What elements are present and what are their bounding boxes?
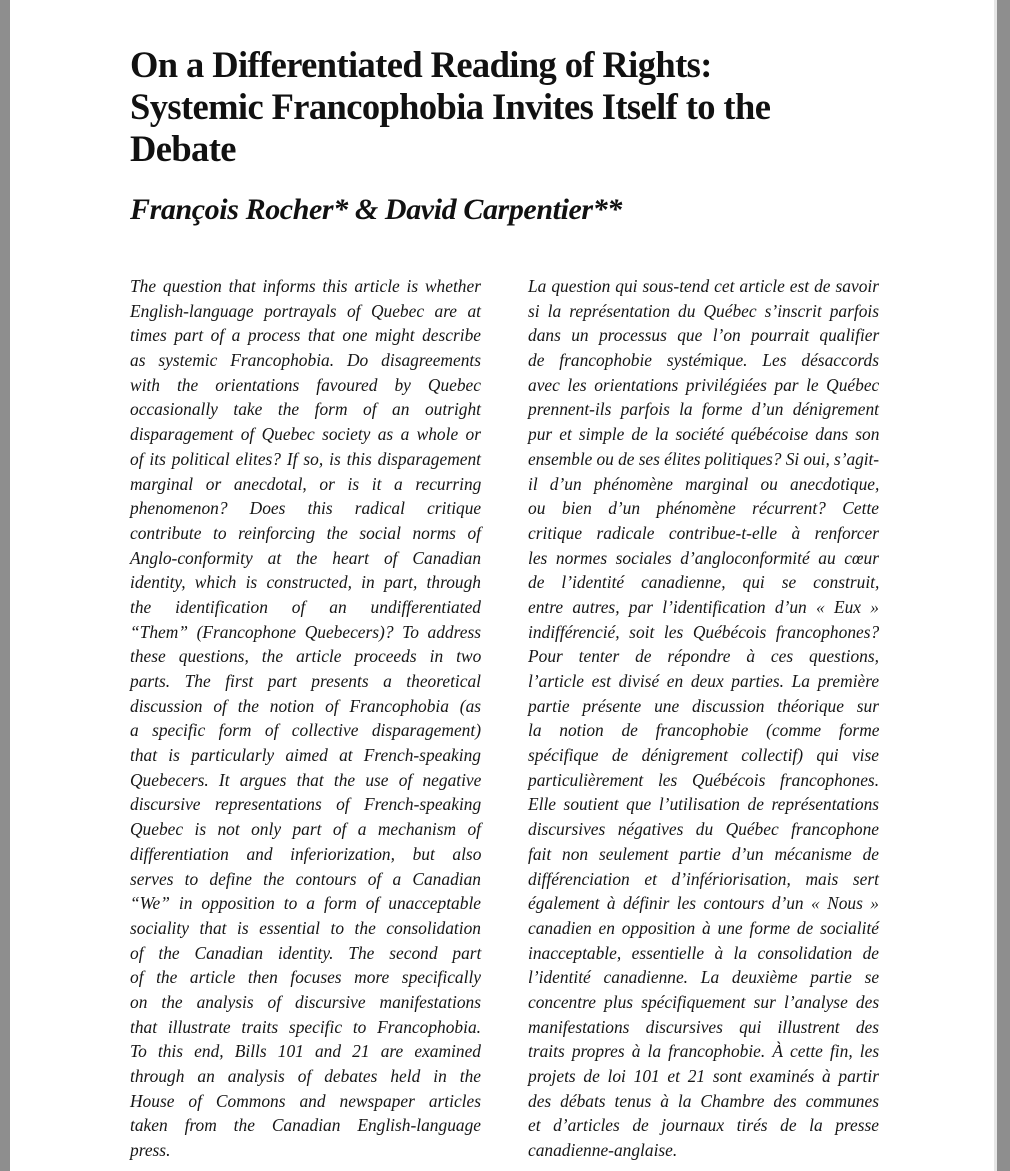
abstract-line: that is particularly aimed at French-speaking [130, 745, 481, 766]
abstract-line: dans un processus que l’on pourrait qualifier [528, 325, 880, 346]
title-line: On a Differentiated Reading of Rights: [130, 44, 712, 85]
abstract-line: ou bien d’un phénomène récurrent? Cette [528, 498, 879, 519]
abstract-line: on the analysis of discursive manifestations [130, 991, 481, 1012]
abstract-line: phenomenon? Does this radical critique [130, 498, 482, 519]
abstract-line: contribute to reinforcing the social norms of [130, 522, 481, 543]
abstract-line: as systemic Francophobia. Do disagreements [130, 350, 481, 371]
abstract-line: partie présente une discussion théorique sur [528, 695, 879, 716]
title-line: Systemic Francophobia Invites Itself to the [130, 86, 771, 127]
abstract-line: marginal or anecdotal, or is it a recurring [130, 473, 482, 494]
abstract-line: l’identité canadienne. La deuxième partie se [528, 967, 880, 988]
abstract-line: manifestations discursives qui illustrent des [528, 1016, 879, 1037]
abstract-line: discursives négatives du Québec francophone [528, 819, 879, 840]
abstract-line: des débats tenus à la Chambre des communes [528, 1090, 879, 1111]
abstract-line: discursive representations of French-speaking [130, 794, 482, 815]
abstract-line: English-language portrayals of Quebec are at [130, 300, 481, 321]
document-page [10, 0, 997, 1171]
abstract-line: entre autres, par l’identification d’un « Eux » [528, 596, 879, 617]
abstract-line: Quebecers. It argues that the use of negative [130, 769, 482, 790]
abstract-line: pur et simple de la société québécoise dans son [528, 424, 880, 445]
abstract-line: l’article est divisé en deux parties. La première [528, 671, 880, 691]
abstract-line: times part of a process that one might describe [130, 325, 481, 346]
abstract-line: Quebec is not only part of a mechanism of [130, 819, 481, 840]
abstract-line: these questions, the article proceeds in two [130, 646, 482, 667]
abstract-line: of the article then focuses more specifically [130, 967, 481, 988]
article-title [130, 44, 890, 170]
abstract-line: spécifique de dénigrement collectif) qui vise [528, 745, 880, 766]
abstract-english [130, 274, 481, 1163]
abstract-line: differentiation and inferiorization, but also [130, 843, 482, 864]
abstract-line: ensemble ou de ses élites politiques? Si oui, s’agit- [528, 448, 880, 469]
abstract-line: Pour tenter de répondre à ces questions, [528, 646, 879, 667]
abstract-line: canadien en opposition à une forme de socialité [528, 917, 879, 938]
abstract-line: indifférencié, soit les Québécois francophones? [528, 621, 880, 642]
abstract-line: fait non seulement partie d’un mécanisme de [528, 843, 879, 864]
abstract-line: “We” in opposition to a form of unacceptable [130, 893, 481, 914]
abstract-line: la notion de francophobie (comme forme [528, 720, 880, 741]
abstract-line: si la représentation du Québec s’inscrit parfois [528, 300, 879, 321]
abstract-line: canadienne-anglaise. [528, 1140, 678, 1161]
abstract-line: that illustrate traits specific to Francophobia. [130, 1016, 481, 1037]
abstract-line: avec les orientations privilégiées par le Québec [528, 374, 880, 395]
abstract-line: critique radicale contribue-t-elle à renforcer [528, 522, 879, 543]
abstract-line: et d’articles de journaux tirés de la presse [528, 1115, 879, 1136]
abstract-line: identity, which is constructed, in part, through [130, 572, 481, 593]
abstract-line: les normes sociales d’angloconformité au cœur [528, 547, 879, 568]
abstract-line: serves to define the contours of a Canadian [130, 868, 481, 889]
abstract-line: press. [130, 1140, 171, 1161]
abstract-line: disparagement of Quebec society as a whole or [130, 424, 481, 445]
abstract-line: The question that informs this article is whether [130, 276, 481, 296]
abstract-line: “Them” (Francophone Quebecers)? To address [130, 621, 481, 642]
abstract-line: inacceptable, essentielle à la consolidation de [528, 942, 879, 963]
abstract-line: To this end, Bills 101 and 21 are examined [130, 1041, 481, 1062]
abstract-line: sociality that is essential to the consolidation [130, 917, 481, 938]
abstract-line: de francophobie systémique. Les désaccords [528, 350, 879, 371]
title-line: Debate [130, 128, 236, 169]
abstract-line: Elle soutient que l’utilisation de représentations [528, 794, 880, 815]
abstract-line: également à définir les contours d’un « Nous » [528, 893, 879, 914]
abstract-line: a specific form of collective disparagement) [130, 720, 481, 741]
abstract-line: il d’un phénomène marginal ou anecdotique, [528, 473, 880, 494]
abstract-line: de l’identité canadienne, qui se construit, [528, 572, 880, 593]
abstract-line: concentre plus spécifiquement sur l’analyse des [528, 991, 880, 1012]
abstract-line: prennent-ils parfois la forme d’un dénigrement [528, 399, 879, 420]
abstract-line: traits propres à la francophobie. À cette fin, les [528, 1041, 880, 1062]
abstract-line: with the orientations favoured by Quebec [130, 374, 481, 395]
abstract-line: projets de loi 101 et 21 sont examinés à partir [528, 1066, 879, 1086]
abstract-line: occasionally take the form of an outright [130, 399, 482, 420]
abstract-line: of the Canadian identity. The second part [130, 942, 482, 963]
abstract-line: différenciation et d’infériorisation, mais sert [528, 868, 879, 889]
abstract-line: parts. The first part presents a theoretical [130, 671, 482, 691]
abstract-line: Anglo-conformity at the heart of Canadian [130, 547, 482, 568]
abstract-line: La question qui sous-tend cet article est de savoir [528, 276, 879, 296]
abstract-french [528, 274, 879, 1163]
abstract-line: through an analysis of debates held in the [130, 1066, 481, 1086]
abstract-line: the identification of an undifferentiated [130, 596, 481, 617]
abstract-line: particulièrement les Québécois francophones. [528, 769, 880, 790]
abstract-line: House of Commons and newspaper articles [130, 1090, 481, 1111]
abstract-line: discussion of the notion of Francophobia (as [130, 695, 482, 716]
abstract-line: of its political elites? If so, is this disparagement [130, 448, 481, 469]
abstract-line: taken from the Canadian English-language [130, 1115, 481, 1136]
article-authors: François Rocher* & David Carpentier** [130, 193, 622, 226]
